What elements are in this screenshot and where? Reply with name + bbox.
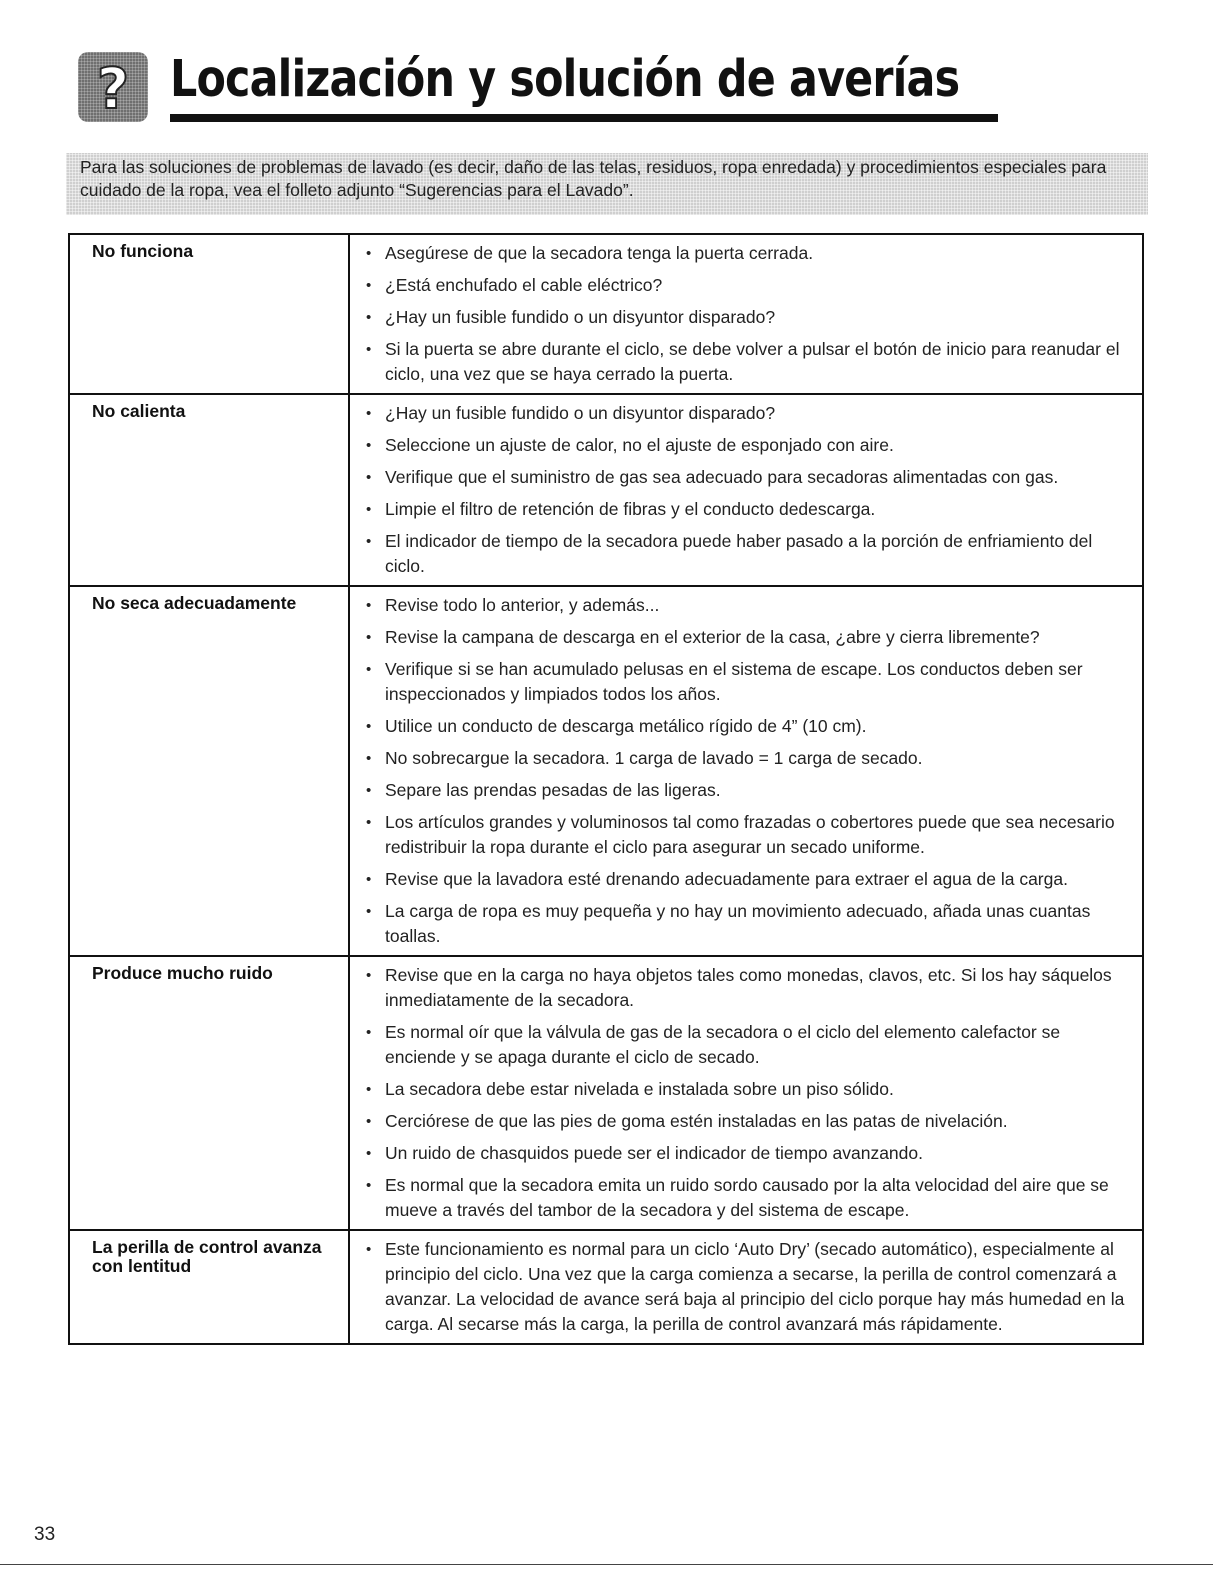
page-header [78,44,960,124]
intro-note: Para las soluciones de problemas de lavado (es decir, daño de las telas, residuos, ropa enredada) y procedimientos especiales para cuidado de la ropa, vea el folleto adjunto “Sugerencias para el Lavado”. [66,153,1148,215]
list-item: • Los artículos grandes y voluminosos tal como frazadas o cobertores puede que sea necesario redistribuir la ropa durante el ciclo para asegurar un secado uniforme. [364,810,1132,860]
solutions-cell [349,234,1143,394]
list-item: • La secadora debe estar nivelada e instalada sobre un piso sólido. [364,1077,1132,1102]
title-underline [170,114,998,122]
solutions-cell [349,956,1143,1230]
list-item: • Es normal oír que la válvula de gas de la secadora o el ciclo del elemento calefactor se enciende y se apaga durante el ciclo de secado. [364,1020,1132,1070]
list-item: • Verifique que el suministro de gas sea adecuado para secadoras alimentadas con gas. [364,465,1132,490]
solutions-cell [349,394,1143,586]
list-item: • Seleccione un ajuste de calor, no el ajuste de esponjado con aire. [364,433,1132,458]
problem-label: La perilla de control avanza con lentitud [69,1230,349,1344]
list-item: • Utilice un conducto de descarga metálico rígido de 4” (10 cm). [364,714,1132,739]
list-item: • El indicador de tiempo de la secadora puede haber pasado a la porción de enfriamiento del ciclo. [364,529,1132,579]
troubleshooting-table [68,233,1144,1345]
list-item: • Revise la campana de descarga en el exterior de la casa, ¿abre y cierra libremente? [364,625,1132,650]
list-item: • Es normal que la secadora emita un ruido sordo causado por la alta velocidad del aire que se mueve a través del tambor de la secadora y del sistema de escape. [364,1173,1132,1223]
solutions-cell [349,1230,1143,1344]
table-row [69,1230,1143,1344]
problem-label: No funciona [69,234,349,394]
list-item: • Cerciórese de que las pies de goma estén instaladas en las patas de nivelación. [364,1109,1132,1134]
question-mark-icon [78,52,148,122]
list-item: • No sobrecargue la secadora. 1 carga de lavado = 1 carga de secado. [364,746,1132,771]
list-item: • Revise que la lavadora esté drenando adecuadamente para extraer el agua de la carga. [364,867,1132,892]
list-item: • Verifique si se han acumulado pelusas en el sistema de escape. Los conductos deben ser inspeccionados y limpiados todos los años. [364,657,1132,707]
list-item: • ¿Hay un fusible fundido o un disyuntor disparado? [364,401,1132,426]
list-item: • Revise todo lo anterior, y además... [364,593,1132,618]
table-row [69,586,1143,956]
list-item: • Un ruido de chasquidos puede ser el indicador de tiempo avanzando. [364,1141,1132,1166]
list-item: • ¿Hay un fusible fundido o un disyuntor disparado? [364,305,1132,330]
table-row [69,394,1143,586]
bottom-divider [0,1564,1213,1565]
solution-list [364,593,1132,949]
list-item: • Revise que en la carga no haya objetos tales como monedas, clavos, etc. Si los hay sáquelos inmediatamente de la secadora. [364,963,1132,1013]
list-item: • Este funcionamiento es normal para un ciclo ‘Auto Dry’ (secado automático), especialmente al principio del ciclo. Una vez que la carga comienza a secarse, la perilla de control comenzará a avanzar. La velocidad de avance será baja al principio del ciclo porque hay más humedad en la carga. Al secarse más la carga, la perilla de control avanzará más rápidamente. [364,1237,1132,1337]
problem-label: No calienta [69,394,349,586]
table-row [69,234,1143,394]
solution-list [364,401,1132,579]
page-title: Localización y solución de averías [170,50,960,109]
solution-list [364,1237,1132,1337]
list-item: • Limpie el filtro de retención de fibras y el conducto dedescarga. [364,497,1132,522]
list-item: • La carga de ropa es muy pequeña y no hay un movimiento adecuado, añada unas cuantas toallas. [364,899,1132,949]
table-row [69,956,1143,1230]
solution-list [364,963,1132,1223]
list-item: • Asegúrese de que la secadora tenga la puerta cerrada. [364,241,1132,266]
solutions-cell [349,586,1143,956]
list-item: • ¿Está enchufado el cable eléctrico? [364,273,1132,298]
problem-label: Produce mucho ruido [69,956,349,1230]
page-number: 33 [34,1524,56,1545]
svg-text:?: ? [96,57,130,122]
solution-list [364,241,1132,387]
list-item: • Separe las prendas pesadas de las ligeras. [364,778,1132,803]
list-item: • Si la puerta se abre durante el ciclo, se debe volver a pulsar el botón de inicio para reanudar el ciclo, una vez que se haya cerrado la puerta. [364,337,1132,387]
problem-label: No seca adecuadamente [69,586,349,956]
